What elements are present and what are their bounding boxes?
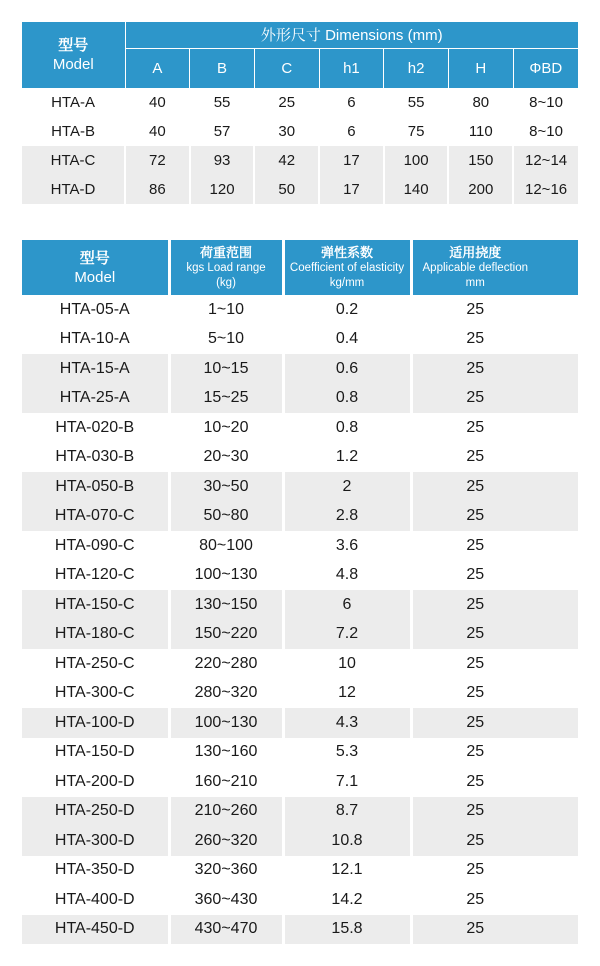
coefficient-value: 6 [283, 590, 411, 620]
spec-column-header [283, 240, 411, 295]
spec-row [22, 797, 578, 827]
dimensions-row [22, 117, 578, 146]
coefficient-value: 0.2 [283, 295, 411, 325]
dimension-value: 55 [384, 88, 449, 117]
dimension-value: 80 [448, 88, 513, 117]
dimension-value: 30 [254, 117, 319, 146]
model-cell: HTA-05-A [59, 300, 130, 318]
dim-subcolumn-header: B [190, 48, 255, 88]
model-cell: HTA-250-D [22, 797, 169, 827]
dimensions-header-row-1 [22, 22, 578, 48]
load-range-value: 10~15 [169, 354, 283, 384]
load-range-value: 100~130 [169, 708, 283, 738]
dimension-value: 25 [254, 88, 319, 117]
model-column-header [22, 22, 125, 88]
coefficient-value: 12.1 [283, 856, 411, 886]
spec-row [22, 738, 578, 768]
spec-header-en: Applicable deflection [422, 262, 528, 275]
dimension-value: 8~10 [513, 117, 578, 146]
dimension-value: 42 [254, 146, 319, 175]
coefficient-value: 12 [283, 679, 411, 709]
spec-header-unit: mm [465, 276, 485, 289]
model-cell: HTA-020-B [55, 418, 135, 436]
deflection-value: 25 [411, 885, 578, 915]
spec-row [22, 295, 578, 325]
dimension-value: 100 [384, 146, 449, 175]
dim-subcolumn-header: H [448, 48, 513, 88]
deflection-value: 25 [411, 738, 578, 768]
spec-header-en: kgs Load range [186, 262, 266, 275]
dimension-value: 12~14 [513, 146, 578, 175]
load-range-value: 360~430 [169, 885, 283, 915]
load-range-value: 15~25 [169, 384, 283, 414]
coefficient-value: 0.8 [283, 413, 411, 443]
model-cell: HTA-B [51, 123, 95, 140]
dimension-value: 55 [190, 88, 255, 117]
deflection-value: 25 [411, 413, 578, 443]
model-cell: HTA-10-A [59, 330, 130, 348]
dimensions-title: 外形尺寸 Dimensions (mm) [125, 22, 578, 48]
spec-row [22, 561, 578, 591]
spec-header-en: Model [74, 268, 116, 286]
dimension-value: 75 [384, 117, 449, 146]
deflection-value: 25 [411, 443, 578, 473]
dimension-value: 120 [190, 175, 255, 204]
deflection-value: 25 [411, 856, 578, 886]
deflection-value: 25 [411, 620, 578, 650]
dimensions-row [22, 88, 578, 117]
model-cell: HTA-25-A [22, 384, 169, 414]
model-cell: HTA-200-D [54, 772, 135, 790]
spec-column-header [22, 240, 169, 295]
dimension-value: 93 [190, 146, 255, 175]
spec-column-header [411, 240, 578, 295]
dim-subcolumn-header: h2 [384, 48, 449, 88]
model-cell: HTA-100-D [22, 708, 169, 738]
load-range-value: 320~360 [169, 856, 283, 886]
deflection-value: 25 [411, 708, 578, 738]
model-header-zh: 型号 [58, 37, 89, 54]
model-cell: HTA-090-C [54, 536, 135, 554]
model-cell: HTA-450-D [22, 915, 169, 945]
spec-row [22, 856, 578, 886]
deflection-value: 25 [411, 295, 578, 325]
dimension-value: 57 [190, 117, 255, 146]
spec-header-zh: 型号 [79, 249, 110, 267]
model-cell: HTA-400-D [54, 890, 135, 908]
spec-row [22, 679, 578, 709]
coefficient-value: 5.3 [283, 738, 411, 768]
coefficient-value: 0.4 [283, 325, 411, 355]
model-cell: HTA-250-C [54, 654, 135, 672]
spec-header-zh: 弹性系数 [320, 245, 373, 260]
load-range-value: 150~220 [169, 620, 283, 650]
deflection-value: 25 [411, 531, 578, 561]
spec-row [22, 590, 578, 620]
load-range-value: 80~100 [169, 531, 283, 561]
model-cell: HTA-15-A [22, 354, 169, 384]
dimension-value: 72 [125, 146, 190, 175]
dimension-value: 150 [448, 146, 513, 175]
spec-header-row [22, 240, 578, 295]
coefficient-value: 2 [283, 472, 411, 502]
dimensions-row [22, 146, 578, 175]
spec-row [22, 443, 578, 473]
dim-subcolumn-header: A [125, 48, 190, 88]
spec-row [22, 885, 578, 915]
load-range-value: 280~320 [169, 679, 283, 709]
dimensions-row [22, 175, 578, 204]
spec-row [22, 620, 578, 650]
spec-row [22, 826, 578, 856]
dimension-value: 50 [254, 175, 319, 204]
model-cell: HTA-A [51, 94, 95, 111]
spec-header-zh: 荷重范围 [199, 245, 252, 260]
spec-row [22, 915, 578, 945]
spec-header-unit: (kg) [216, 276, 236, 289]
deflection-value: 25 [411, 354, 578, 384]
dimension-value: 140 [384, 175, 449, 204]
coefficient-value: 14.2 [283, 885, 411, 915]
dimension-value: 200 [448, 175, 513, 204]
coefficient-value: 0.8 [283, 384, 411, 414]
load-spec-table [22, 240, 578, 944]
spec-row [22, 531, 578, 561]
load-range-value: 260~320 [169, 826, 283, 856]
load-range-value: 30~50 [169, 472, 283, 502]
spec-header-zh: 适用挠度 [449, 245, 502, 260]
deflection-value: 25 [411, 826, 578, 856]
spec-header-unit: kg/mm [329, 276, 365, 289]
dim-subcolumn-header: h1 [319, 48, 384, 88]
deflection-value: 25 [411, 502, 578, 532]
dimension-value: 17 [319, 175, 384, 204]
deflection-value: 25 [411, 915, 578, 945]
dimension-value: 12~16 [513, 175, 578, 204]
spec-row [22, 708, 578, 738]
load-range-value: 130~150 [169, 590, 283, 620]
load-range-value: 160~210 [169, 767, 283, 797]
spec-row [22, 472, 578, 502]
load-range-value: 130~160 [169, 738, 283, 768]
coefficient-value: 0.6 [283, 354, 411, 384]
model-cell: HTA-070-C [22, 502, 169, 532]
dimensions-table [22, 22, 578, 204]
spec-row [22, 502, 578, 532]
dimension-value: 40 [125, 88, 190, 117]
coefficient-value: 8.7 [283, 797, 411, 827]
dimension-value: 40 [125, 117, 190, 146]
load-range-value: 10~20 [169, 413, 283, 443]
deflection-value: 25 [411, 797, 578, 827]
load-range-value: 5~10 [169, 325, 283, 355]
coefficient-value: 1.2 [283, 443, 411, 473]
load-range-value: 1~10 [169, 295, 283, 325]
deflection-value: 25 [411, 649, 578, 679]
deflection-value: 25 [411, 472, 578, 502]
dimension-value: 8~10 [513, 88, 578, 117]
load-range-value: 20~30 [169, 443, 283, 473]
dimension-value: 110 [448, 117, 513, 146]
coefficient-value: 3.6 [283, 531, 411, 561]
model-cell: HTA-350-D [54, 861, 135, 879]
coefficient-value: 10 [283, 649, 411, 679]
model-cell: HTA-150-C [22, 590, 169, 620]
dim-subcolumn-header: C [254, 48, 319, 88]
dimension-value: 6 [319, 117, 384, 146]
load-range-value: 430~470 [169, 915, 283, 945]
coefficient-value: 15.8 [283, 915, 411, 945]
deflection-value: 25 [411, 561, 578, 591]
deflection-value: 25 [411, 767, 578, 797]
dimension-value: 86 [125, 175, 190, 204]
spec-row [22, 413, 578, 443]
load-range-value: 100~130 [169, 561, 283, 591]
model-header-en: Model [52, 56, 94, 73]
load-range-value: 50~80 [169, 502, 283, 532]
deflection-value: 25 [411, 325, 578, 355]
model-cell: HTA-150-D [54, 743, 135, 761]
deflection-value: 25 [411, 384, 578, 414]
load-range-value: 210~260 [169, 797, 283, 827]
spec-row [22, 649, 578, 679]
coefficient-value: 2.8 [283, 502, 411, 532]
spec-header-en: Coefficient of elasticity [289, 262, 405, 275]
spec-row [22, 384, 578, 414]
model-cell: HTA-C [22, 146, 125, 175]
spec-row [22, 767, 578, 797]
model-cell: HTA-300-C [54, 684, 135, 702]
coefficient-value: 4.3 [283, 708, 411, 738]
coefficient-value: 4.8 [283, 561, 411, 591]
spec-row [22, 354, 578, 384]
model-cell: HTA-120-C [54, 566, 135, 584]
deflection-value: 25 [411, 590, 578, 620]
model-cell: HTA-D [22, 175, 125, 204]
coefficient-value: 10.8 [283, 826, 411, 856]
coefficient-value: 7.1 [283, 767, 411, 797]
spec-column-header [169, 240, 283, 295]
load-range-value: 220~280 [169, 649, 283, 679]
spec-row [22, 325, 578, 355]
dim-subcolumn-header: ΦBD [513, 48, 578, 88]
model-cell: HTA-300-D [22, 826, 169, 856]
model-cell: HTA-180-C [22, 620, 169, 650]
dimension-value: 17 [319, 146, 384, 175]
model-cell: HTA-050-B [22, 472, 169, 502]
dimension-value: 6 [319, 88, 384, 117]
deflection-value: 25 [411, 679, 578, 709]
model-cell: HTA-030-B [55, 448, 135, 466]
coefficient-value: 7.2 [283, 620, 411, 650]
